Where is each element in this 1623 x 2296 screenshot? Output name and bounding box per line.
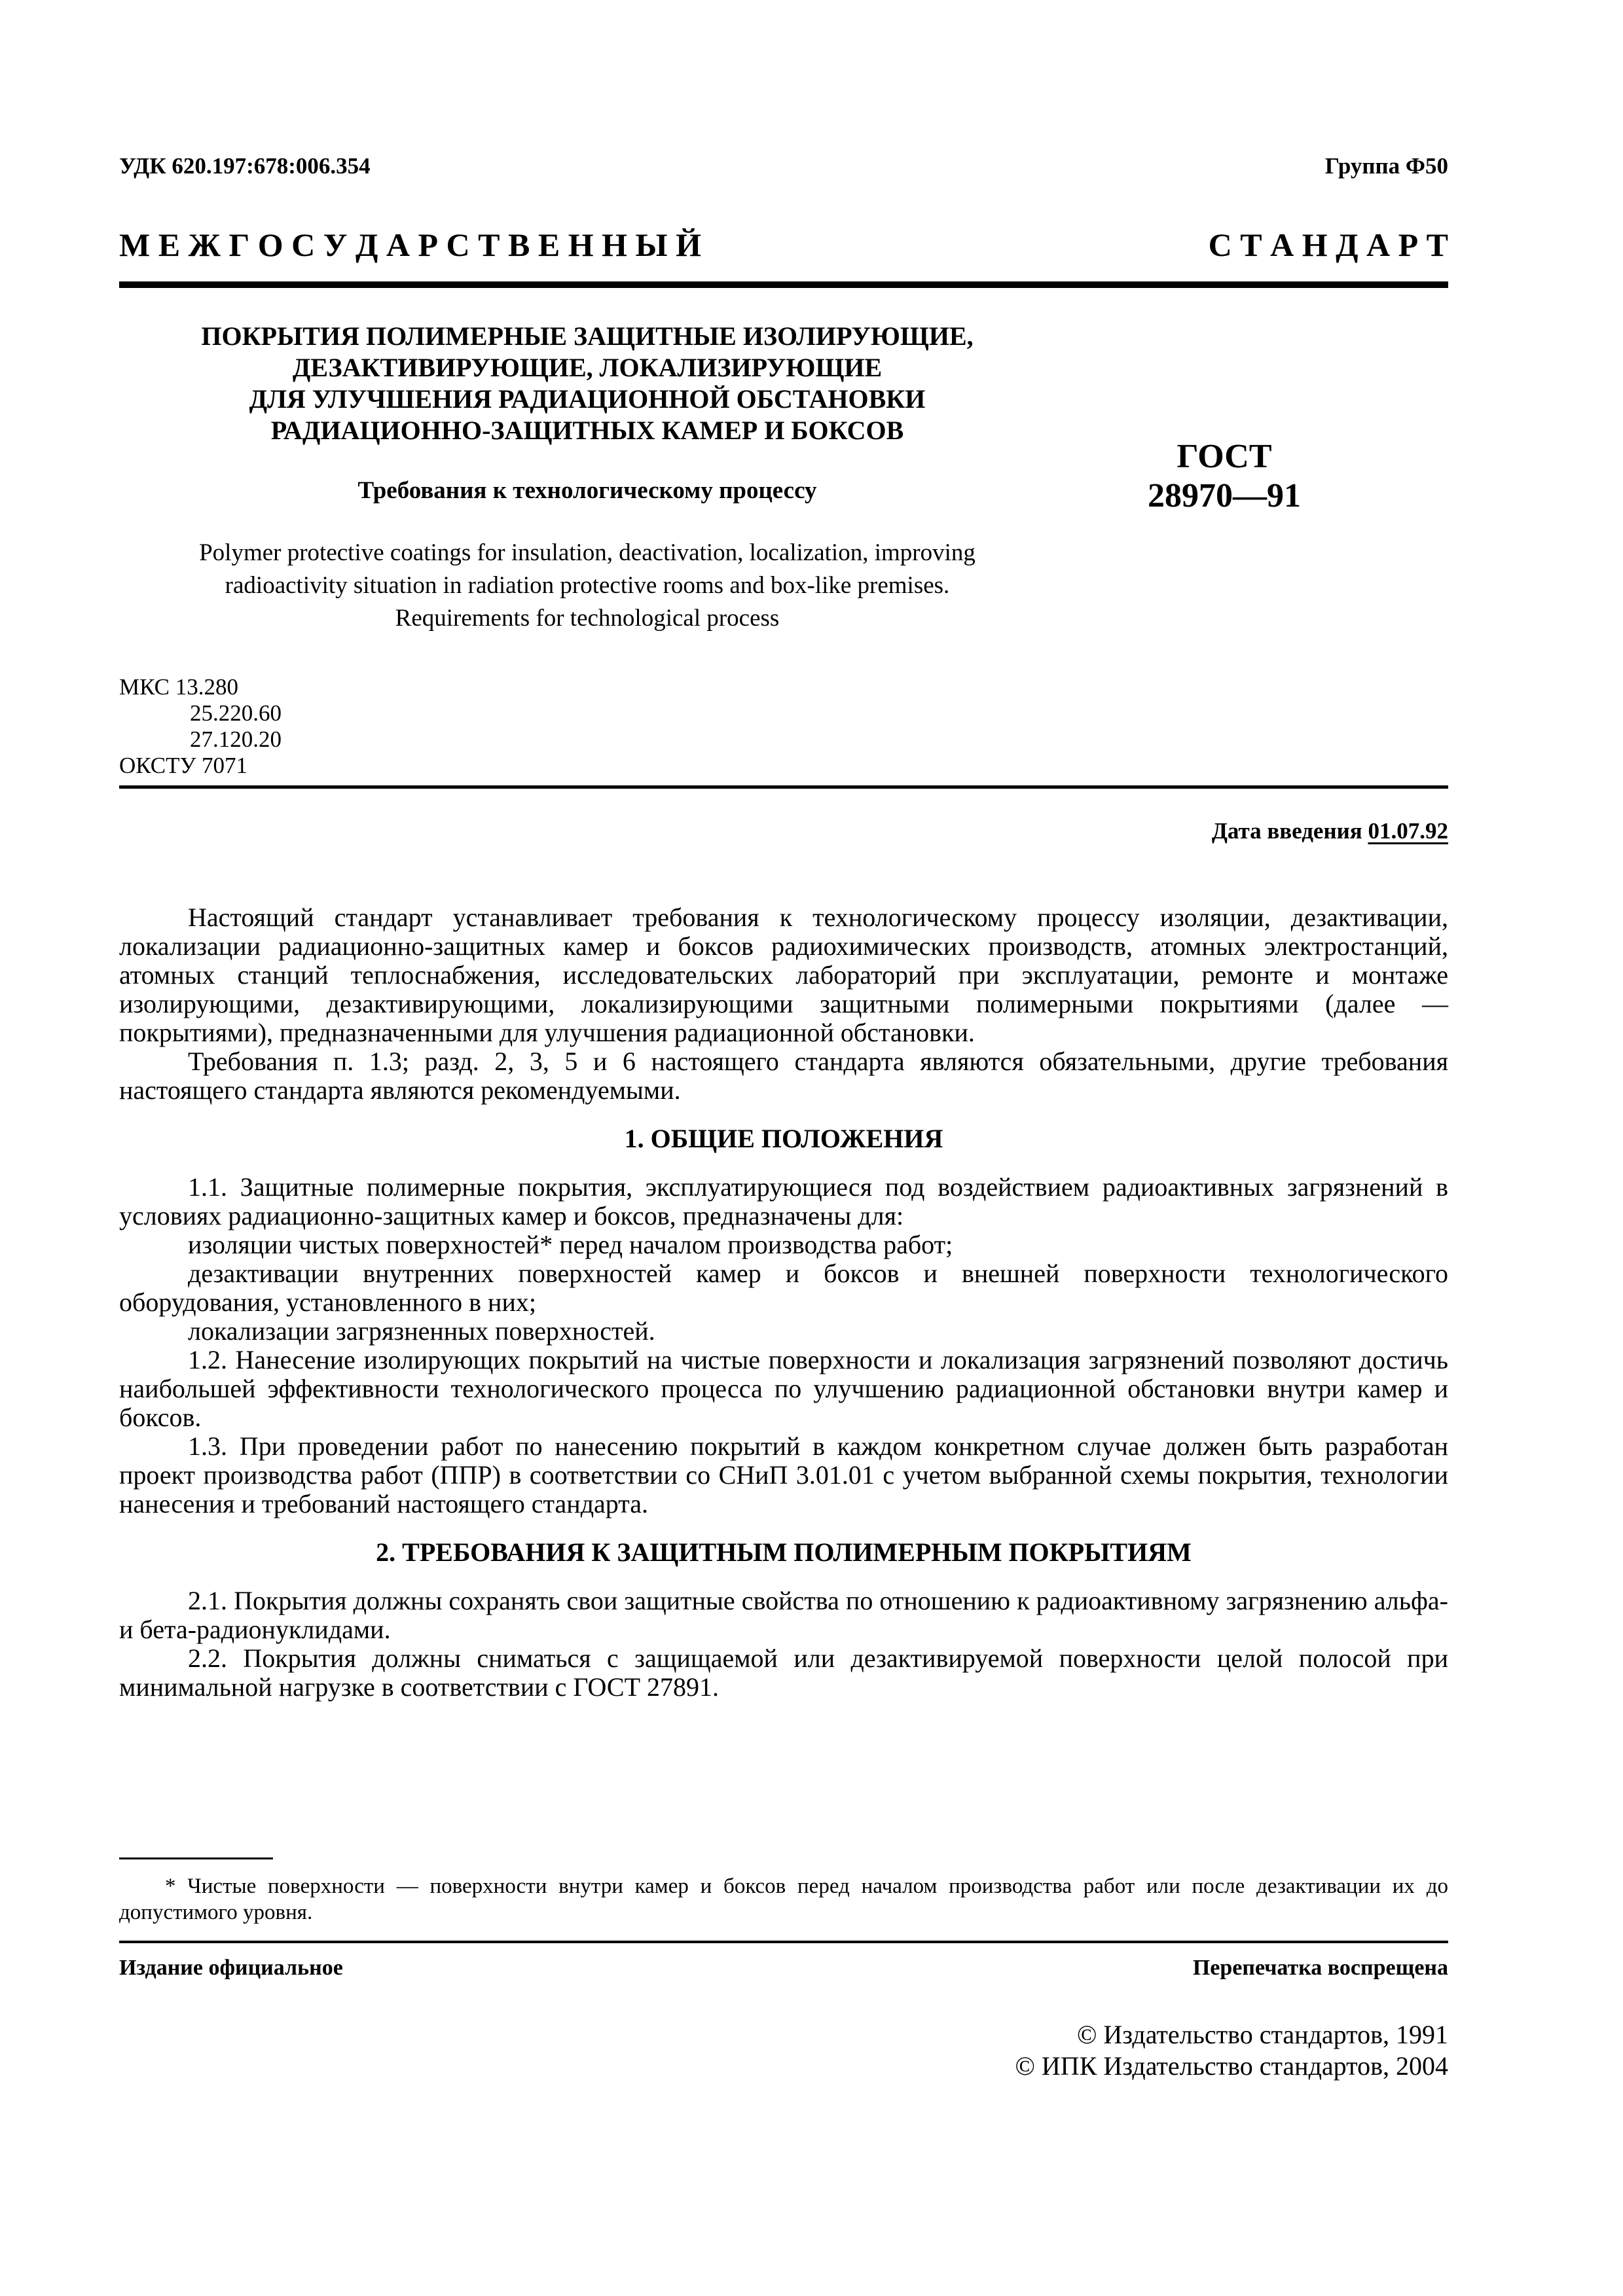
footnote-rule xyxy=(119,1857,273,1859)
banner-left: М Е Ж Г О С У Д А Р С Т В Е Н Н Ы Й xyxy=(119,226,701,263)
effective-date xyxy=(1212,818,1448,844)
gost-designation xyxy=(1087,437,1362,516)
classification-codes xyxy=(119,674,282,779)
section-heading: 2. ТРЕБОВАНИЯ К ЗАЩИТНЫМ ПОЛИМЕРНЫМ ПОКРЫТИЯМ xyxy=(376,1537,1192,1567)
copyright xyxy=(1015,2019,1448,2082)
title-line: ДЕЗАКТИВИРУЮЩИЕ, ЛОКАЛИЗИРУЮЩИЕ xyxy=(292,353,883,382)
document-body xyxy=(119,903,1448,1702)
gost-label: ГОСТ xyxy=(1176,438,1272,475)
paragraph: Требования п. 1.3; разд. 2, 3, 5 и 6 настоящего стандарта являются обязательными, другие требования настоящего стандарта являются рекомендуемыми. xyxy=(119,1047,1448,1105)
paragraph: 1.1. Защитные полимерные покрытия, эксплуатирующиеся под воздействием радиоактивных загрязнений в условиях радиационно-защитных камер и боксов, предназначены для: xyxy=(119,1172,1448,1230)
footer-rule xyxy=(119,1941,1448,1943)
mks-code: 27.120.20 xyxy=(190,726,282,752)
banner-right: С Т А Н Д А Р Т xyxy=(1208,226,1448,263)
paragraph: 2.1. Покрытия должны сохранять свои защитные свойства по отношению к радиоактивному загрязнению альфа- и бета-радионуклидами. xyxy=(119,1586,1448,1644)
document-subtitle: Требования к технологическому процессу xyxy=(357,477,817,504)
paragraph: дезактивации внутренних поверхностей камер и боксов и внешней поверхности технологического оборудования, установленного в них; xyxy=(119,1259,1448,1317)
paragraph: 1.3. При проведении работ по нанесению покрытий в каждом конкретном случае должен быть разработан проект производства работ (ППР) в соответствии со СНиП 3.01.01 с учетом выбранной схемы покрытия, технологии нанесения и требований настоящего стандарта. xyxy=(119,1431,1448,1518)
mks-code: МКС 13.280 xyxy=(119,674,238,700)
english-title-line: Polymer protective coatings for insulation, deactivation, localization, improving xyxy=(199,539,976,566)
okstu-code: ОКСТУ 7071 xyxy=(119,753,248,778)
paragraph: 1.2. Нанесение изолирующих покрытий на чистые поверхности и локализация загрязнений позволяют достичь наибольшей эффективности технологического процесса по улучшению радиационной обстановки внутри камер и боксов. xyxy=(119,1345,1448,1432)
footnote-text: * Чистые поверхности — поверхности внутри камер и боксов перед началом производства работ или после дезактивации их до допустимого уровня. xyxy=(119,1874,1448,1924)
copyright-line: © Издательство стандартов, 1991 xyxy=(1076,2020,1448,2049)
english-title-line: Requirements for technological process xyxy=(395,605,780,632)
gost-number: 28970—91 xyxy=(1148,477,1301,514)
mks-code: 25.220.60 xyxy=(190,700,282,726)
document-title xyxy=(119,321,1055,446)
standard-banner xyxy=(119,226,1448,264)
title-line: ДЛЯ УЛУЧШЕНИЯ РАДИАЦИОННОЙ ОБСТАНОВКИ xyxy=(249,384,926,414)
paragraph: локализации загрязненных поверхностей. xyxy=(188,1316,655,1346)
udk-code: УДК 620.197:678:006.354 xyxy=(119,153,371,179)
section-heading: 1. ОБЩИЕ ПОЛОЖЕНИЯ xyxy=(624,1124,943,1153)
title-line: РАДИАЦИОННО-ЗАЩИТНЫХ КАМЕР И БОКСОВ xyxy=(270,416,904,445)
copyright-line: © ИПК Издательство стандартов, 2004 xyxy=(1015,2051,1448,2081)
paragraph: 2.2. Покрытия должны сниматься с защищаемой или дезактивируемой поверхности целой полосой при минимальной нагрузке в соответствии с ГОСТ 27891. xyxy=(119,1643,1448,1702)
effective-date-label: Дата введения xyxy=(1211,818,1362,844)
footnote xyxy=(119,1873,1448,1926)
group-code: Группа Ф50 xyxy=(1324,153,1448,179)
english-title xyxy=(119,537,1055,635)
english-title-line: radioactivity situation in radiation protective rooms and box-like premises. xyxy=(225,572,950,599)
official-edition: Издание официальное xyxy=(119,1956,343,1980)
paragraph: изоляции чистых поверхностей* перед началом производства работ; xyxy=(188,1230,953,1259)
effective-date-value: 01.07.92 xyxy=(1368,818,1448,844)
title-line: ПОКРЫТИЯ ПОЛИМЕРНЫЕ ЗАЩИТНЫЕ ИЗОЛИРУЮЩИЕ, xyxy=(201,321,974,351)
codes-rule xyxy=(119,785,1448,789)
paragraph: Настоящий стандарт устанавливает требования к технологическому процессу изоляции, дезактивации, локализации радиационно-защитных камер и боксов радиохимических производств, атомных электростанций, атомных станций теплоснабжения, исследовательских лабораторий при эксплуатации, ремонте и монтаже изолирующими, дезактивирующими, локализирующими защитными полимерными покрытиями (далее — покрытиями), предназначенными для улучшения радиационной обстановки. xyxy=(119,903,1448,1047)
reprint-prohibited: Перепечатка воспрещена xyxy=(1192,1956,1448,1980)
header-rule xyxy=(119,281,1448,288)
